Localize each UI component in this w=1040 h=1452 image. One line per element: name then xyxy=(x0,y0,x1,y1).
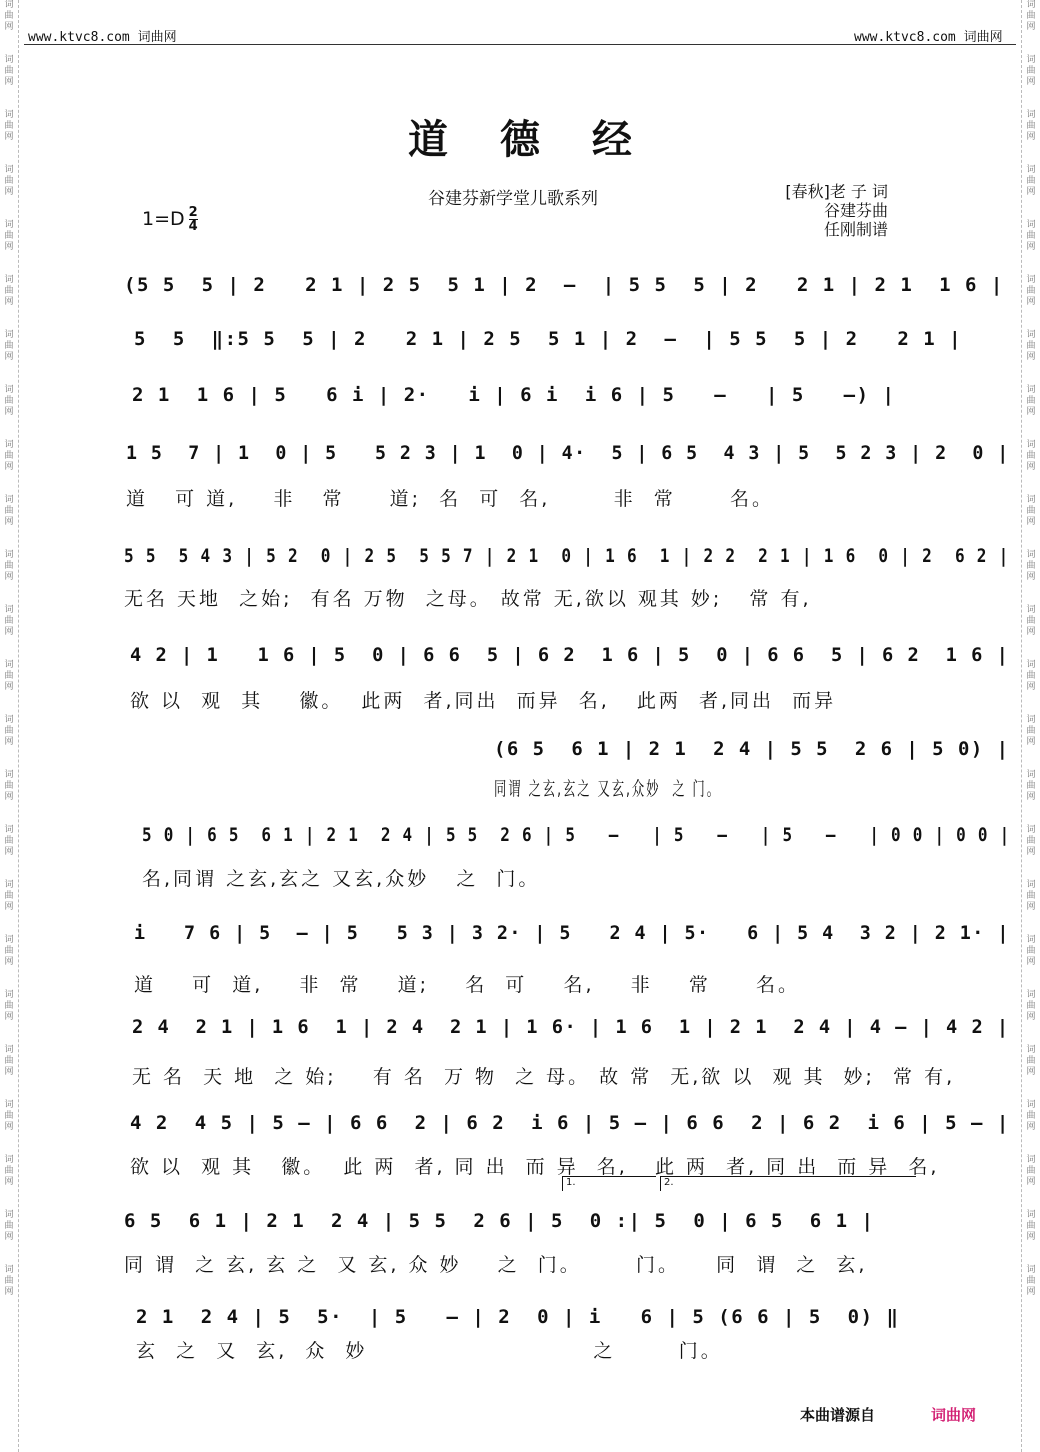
score-notes: 4 2 | 1 1 6 | 5 0 | 6 6 5 | 6 2 1 6 | 5 0 | 6 6 5 | 6 2 1 6 | xyxy=(130,644,1010,666)
credit-arranger: 任刚制谱 xyxy=(823,220,888,239)
credit-composer: 谷建芬曲 xyxy=(823,201,888,220)
score-notes: 5 5 5 4 3 | 5 2 0 | 2 5 5 5 7 | 2 1 0 | 1 6 1 | 2 2 2 1 | 1 6 0 | 2 6 2 | xyxy=(124,545,1010,567)
credit-lyricist: [春秋]老 子 词 xyxy=(785,182,888,201)
time-top: 2 xyxy=(188,205,198,220)
time-signature xyxy=(189,206,198,233)
score-notes: 1 5 7 | 1 0 | 5 5 2 3 | 1 0 | 4· 5 | 6 5 4 3 | 5 5 2 3 | 2 0 | xyxy=(126,442,1010,464)
score-lyric: 道 可 道, 非 常 道; 名 可 名, 非 常 名。 xyxy=(134,974,801,996)
score-notes: 5 0 | 6 5 6 1 | 2 1 2 4 | 5 5 2 6 | 5 – | 5 – | 5 – | 0 0 | 0 0 | xyxy=(142,824,1011,846)
score-row xyxy=(142,820,1011,860)
score-lyric: 欲 以 观 其 徽。 此 两 者, 同 出 而 异 名, 此 两 者, 同 出 而 异 名, xyxy=(130,1156,940,1178)
score-notes: (6 5 6 1 | 2 1 2 4 | 5 5 2 6 | 5 0) | xyxy=(494,738,1010,760)
score-lyric: 玄 之 又 玄, 众 妙 之 门。 xyxy=(136,1340,723,1362)
volta-first: 1. xyxy=(562,1176,656,1191)
score-row xyxy=(130,1108,1010,1148)
time-bottom: 4 xyxy=(188,219,198,234)
score-row xyxy=(124,1206,918,1246)
score-row xyxy=(124,270,1004,310)
score-row xyxy=(132,380,926,420)
score-row xyxy=(126,438,1010,478)
key-label: 1=D xyxy=(142,208,185,230)
header-divider xyxy=(24,44,1016,45)
score-notes: 5 5 ‖:5 5 5 | 2 2 1 | 2 5 5 1 | 2 – | 5 5 5 | 2 2 1 | xyxy=(134,328,963,350)
score-row xyxy=(134,918,1010,958)
score-lyric: 道 可 道, 非 常 道; 名 可 名, 非 常 名。 xyxy=(126,488,774,510)
score-lyric: 欲 以 观 其 徽。 此两 者,同出 而异 名, 此两 者,同出 而异 xyxy=(130,690,837,712)
score-notes: 2 1 1 6 | 5 6 i | 2· i | 6 i i 6 | 5 – | 5 –) | xyxy=(132,384,896,406)
score-lyric: 同谓 之玄,玄之 又玄,众妙 之 门。 xyxy=(494,778,722,800)
watermark-right: 词 曲 网 词 曲 网 词 曲 网 词 曲 网 词 曲 网 词 曲 网 词 曲 网 词 曲 网 词 曲 网 词 曲 网 词 曲 网 词 曲 网 词 曲 网 词 曲 网 词 曲 网 词 曲 网 词 曲 网 词 曲 网 词 曲 网 词 曲 网 词 曲 网 词 曲 网 词 曲 网 词 曲 网 xyxy=(1021,0,1040,1452)
volta-second: 2. xyxy=(660,1176,916,1191)
score-row xyxy=(130,640,1010,680)
score-notes: i 7 6 | 5 – | 5 5 3 | 3 2· | 5 2 4 | 5· 6 | 5 4 3 2 | 2 1· | xyxy=(134,922,1010,944)
score-notes: (5 5 5 | 2 2 1 | 2 5 5 1 | 2 – | 5 5 5 | 2 2 1 | 2 1 1 6 | xyxy=(124,274,1004,296)
score-notes: 4 2 4 5 | 5 – | 6 6 2 | 6 2 i 6 | 5 – | 6 6 2 | 6 2 i 6 | 5 – | xyxy=(130,1112,1010,1134)
score-lyric: 同 谓 之 玄, 玄 之 又 玄, 众 妙 之 门。 门。 同 谓 之 玄, xyxy=(124,1254,868,1276)
footer-source xyxy=(800,1404,976,1425)
score-row xyxy=(494,734,1040,774)
footer-text: 本曲谱源自 xyxy=(800,1406,876,1424)
credits xyxy=(740,182,888,239)
header-site-left[interactable]: www.ktvc8.com 词曲网 xyxy=(28,30,177,45)
score-notes: 2 4 2 1 | 1 6 1 | 2 4 2 1 | 1 6· | 1 6 1 | 2 1 2 4 | 4 – | 4 2 | xyxy=(132,1016,1010,1038)
footer-brand[interactable]: 词曲网 xyxy=(931,1406,977,1424)
score-row xyxy=(134,324,963,364)
watermark-left: 词 曲 网 词 曲 网 词 曲 网 词 曲 网 词 曲 网 词 曲 网 词 曲 网 词 曲 网 词 曲 网 词 曲 网 词 曲 网 词 曲 网 词 曲 网 词 曲 网 词 曲 网 词 曲 网 词 曲 网 词 曲 网 词 曲 网 词 曲 网 词 曲 网 词 曲 网 词 曲 网 词 曲 网 xyxy=(0,0,19,1452)
song-title: 道德经 xyxy=(408,116,684,163)
key-signature xyxy=(142,206,198,233)
score-notes: 2 1 2 4 | 5 5· | 5 – | 2 0 | i 6 | 5 (6 6 | 5 0) ‖ xyxy=(136,1306,900,1328)
score-notes: 6 5 6 1 | 2 1 2 4 | 5 5 2 6 | 5 0 :| 5 0 | 6 5 6 1 | xyxy=(124,1210,875,1232)
score-lyric: 名,同谓 之玄,玄之 又玄,众妙 之 门。 xyxy=(142,868,541,890)
score-row xyxy=(132,1012,1010,1052)
header-site-right[interactable]: www.ktvc8.com 词曲网 xyxy=(854,30,1003,45)
score-lyric: 无名 天地 之始; 有名 万物 之母。 故常 无,欲以 观其 妙; 常 有, xyxy=(124,588,812,610)
song-series: 谷建芬新学堂儿歌系列 xyxy=(428,189,598,209)
score-row xyxy=(124,541,1010,581)
score-lyric: 无 名 天 地 之 始; 有 名 万 物 之 母。 故 常 无,欲 以 观 其 妙; 常 有, xyxy=(132,1066,956,1088)
